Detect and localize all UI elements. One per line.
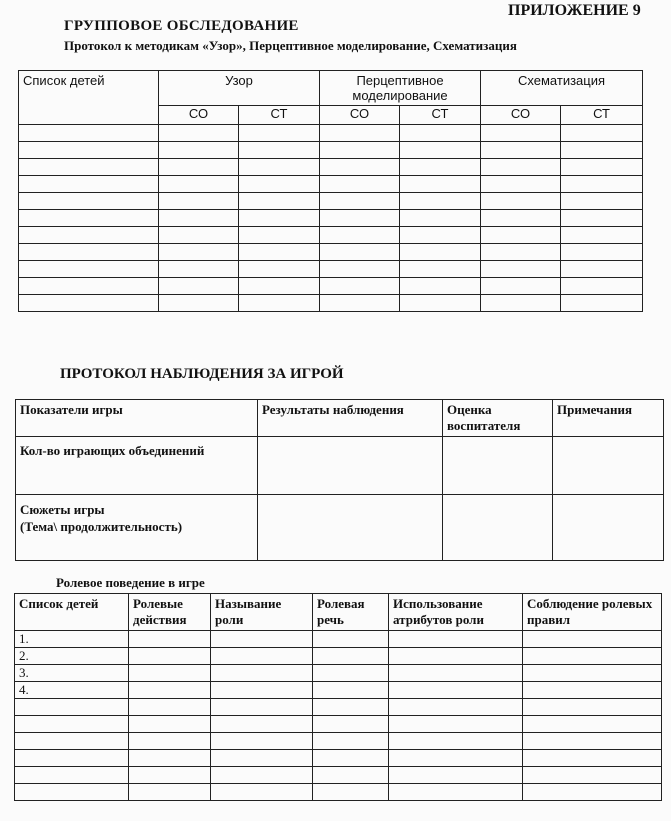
header-teacher-rating: Оценка воспитателя: [443, 400, 553, 437]
cell: [239, 244, 320, 261]
cell: [481, 159, 561, 176]
section1-subtitle: Протокол к методикам «Узор», Перцептивное моделирование, Схематизация: [64, 38, 517, 53]
cell: [239, 295, 320, 312]
cell: [19, 295, 159, 312]
cell: [211, 750, 313, 767]
table-row: [15, 665, 662, 682]
cell: [481, 278, 561, 295]
cell: [320, 210, 400, 227]
cell: [389, 631, 523, 648]
cell: [400, 244, 481, 261]
cell: [389, 682, 523, 699]
cell: [239, 227, 320, 244]
cell: [313, 784, 389, 801]
cell: [239, 261, 320, 278]
cell: [389, 784, 523, 801]
cell: [211, 716, 313, 733]
header-role-attributes: Использование атрибутов роли: [389, 594, 523, 631]
cell: [320, 193, 400, 210]
subcol-so: СО: [481, 106, 561, 125]
table-row: [15, 784, 662, 801]
row-number-cell: 4.: [15, 682, 129, 699]
row-number-cell: [15, 750, 129, 767]
cell: [561, 142, 643, 159]
cell: [400, 261, 481, 278]
cell: [211, 648, 313, 665]
table-row: [19, 193, 643, 210]
row-number-cell: [15, 784, 129, 801]
cell: [320, 125, 400, 142]
cell: [320, 159, 400, 176]
cell: [313, 648, 389, 665]
cell: [313, 682, 389, 699]
cell: [400, 210, 481, 227]
group-header-schematization: Схематизация: [481, 71, 643, 106]
cell: [523, 784, 662, 801]
cell: [129, 716, 211, 733]
table-row: [19, 244, 643, 261]
cell: [239, 210, 320, 227]
header-role-actions: Ролевые действия: [129, 594, 211, 631]
cell: [481, 210, 561, 227]
cell: [320, 227, 400, 244]
header-role-rules: Соблюдение ролевых правил: [523, 594, 662, 631]
subcol-st: СТ: [400, 106, 481, 125]
cell: [19, 244, 159, 261]
cell: [561, 295, 643, 312]
cell: [129, 631, 211, 648]
cell: [313, 750, 389, 767]
table-row: [19, 176, 643, 193]
role-behavior-rows: [15, 631, 662, 801]
cell: [400, 227, 481, 244]
cell: [443, 437, 553, 495]
cell: [211, 733, 313, 750]
cell: [400, 278, 481, 295]
cell: [129, 699, 211, 716]
header-game-indicators: Показатели игры: [16, 400, 258, 437]
cell: [313, 699, 389, 716]
cell: [211, 682, 313, 699]
table-row: [19, 159, 643, 176]
cell: [258, 495, 443, 561]
cell: [523, 750, 662, 767]
group-header-perceptive: Перцептивное моделирование: [320, 71, 481, 106]
cell: [523, 699, 662, 716]
cell: [258, 437, 443, 495]
row-game-plots-line2: (Тема\ продолжительность): [20, 519, 183, 534]
cell: [239, 159, 320, 176]
table-row: [19, 227, 643, 244]
header-observation-results: Результаты наблюдения: [258, 400, 443, 437]
row-number-cell: [15, 716, 129, 733]
cell: [561, 176, 643, 193]
cell: [389, 750, 523, 767]
cell: [389, 699, 523, 716]
table-row: [15, 733, 662, 750]
cell: [159, 142, 239, 159]
cell: [19, 125, 159, 142]
cell: [320, 142, 400, 159]
section3-title: Ролевое поведение в игре: [56, 575, 205, 590]
subcol-st: СТ: [561, 106, 643, 125]
cell: [19, 159, 159, 176]
table-row: [15, 682, 662, 699]
cell: [523, 631, 662, 648]
cell: [211, 631, 313, 648]
header-notes: Примечания: [553, 400, 664, 437]
row-game-plots: [16, 495, 258, 561]
row-number-cell: [15, 767, 129, 784]
cell: [389, 733, 523, 750]
cell: [211, 699, 313, 716]
header-role-speech: Ролевая речь: [313, 594, 389, 631]
cell: [129, 784, 211, 801]
cell: [389, 648, 523, 665]
cell: [561, 210, 643, 227]
cell: [561, 125, 643, 142]
cell: [389, 767, 523, 784]
cell: [400, 125, 481, 142]
row-number-cell: 2.: [15, 648, 129, 665]
table-row: [15, 631, 662, 648]
cell: [481, 193, 561, 210]
cell: [320, 261, 400, 278]
cell: [320, 244, 400, 261]
cell: [523, 665, 662, 682]
table-row: [15, 699, 662, 716]
cell: [481, 227, 561, 244]
cell: [159, 125, 239, 142]
cell: [523, 716, 662, 733]
game-observation-table: [15, 399, 664, 561]
group-header-uzor: Узор: [159, 71, 320, 106]
cell: [443, 495, 553, 561]
cell: [211, 784, 313, 801]
cell: [239, 193, 320, 210]
cell: [523, 648, 662, 665]
cell: [389, 665, 523, 682]
section2-title: ПРОТОКОЛ НАБЛЮДЕНИЯ ЗА ИГРОЙ: [60, 366, 344, 382]
cell: [553, 495, 664, 561]
table-row: [19, 142, 643, 159]
role-behavior-table: [14, 593, 662, 801]
row-game-plots-line1: Сюжеты игры: [20, 502, 105, 517]
header-role-naming: Называние роли: [211, 594, 313, 631]
table-row: [19, 295, 643, 312]
cell: [239, 278, 320, 295]
cell: [561, 278, 643, 295]
cell: [389, 716, 523, 733]
cell: [481, 244, 561, 261]
cell: [523, 767, 662, 784]
cell: [320, 176, 400, 193]
cell: [129, 767, 211, 784]
cell: [19, 210, 159, 227]
cell: [129, 682, 211, 699]
cell: [19, 142, 159, 159]
cell: [313, 733, 389, 750]
row-number-cell: 1.: [15, 631, 129, 648]
table-row: [15, 716, 662, 733]
cell: [561, 193, 643, 210]
cell: [159, 261, 239, 278]
cell: [19, 278, 159, 295]
cell: [159, 210, 239, 227]
group-survey-rows: [19, 125, 643, 312]
cell: [561, 244, 643, 261]
cell: [561, 159, 643, 176]
group-survey-table: [18, 70, 643, 312]
cell: [19, 193, 159, 210]
cell: [129, 750, 211, 767]
cell: [129, 733, 211, 750]
cell: [481, 142, 561, 159]
table-row: [19, 278, 643, 295]
cell: [400, 295, 481, 312]
cell: [320, 295, 400, 312]
cell: [159, 176, 239, 193]
table-row: [19, 261, 643, 278]
cell: [129, 665, 211, 682]
cell: [129, 648, 211, 665]
row-play-groups-count: Кол-во играющих объединений: [16, 437, 258, 495]
subcol-st: СТ: [239, 106, 320, 125]
cell: [400, 159, 481, 176]
row-number-cell: [15, 699, 129, 716]
header-children-list: Список детей: [15, 594, 129, 631]
row-number-cell: 3.: [15, 665, 129, 682]
cell: [400, 176, 481, 193]
cell: [313, 665, 389, 682]
cell: [313, 767, 389, 784]
cell: [159, 227, 239, 244]
cell: [239, 142, 320, 159]
cell: [19, 227, 159, 244]
cell: [159, 278, 239, 295]
cell: [239, 125, 320, 142]
cell: [481, 125, 561, 142]
cell: [159, 244, 239, 261]
cell: [211, 665, 313, 682]
cell: [481, 295, 561, 312]
cell: [561, 227, 643, 244]
table-row: [15, 750, 662, 767]
cell: [19, 176, 159, 193]
cell: [313, 716, 389, 733]
cell: [159, 295, 239, 312]
cell: [19, 261, 159, 278]
cell: [481, 176, 561, 193]
cell: [523, 682, 662, 699]
cell: [481, 261, 561, 278]
cell: [400, 193, 481, 210]
section1-title: ГРУППОВОЕ ОБСЛЕДОВАНИЕ: [64, 18, 299, 34]
table-row: [15, 767, 662, 784]
subcol-so: СО: [159, 106, 239, 125]
table-row: [15, 648, 662, 665]
cell: [523, 733, 662, 750]
cell: [553, 437, 664, 495]
appendix-label: ПРИЛОЖЕНИЕ 9: [508, 2, 641, 19]
cell: [561, 261, 643, 278]
cell: [400, 142, 481, 159]
table-row: [19, 210, 643, 227]
row-number-cell: [15, 733, 129, 750]
cell: [211, 767, 313, 784]
cell: [239, 176, 320, 193]
table-row: [19, 125, 643, 142]
col-children-header: Список детей: [19, 71, 159, 125]
cell: [313, 631, 389, 648]
cell: [159, 159, 239, 176]
cell: [159, 193, 239, 210]
cell: [320, 278, 400, 295]
subcol-so: СО: [320, 106, 400, 125]
